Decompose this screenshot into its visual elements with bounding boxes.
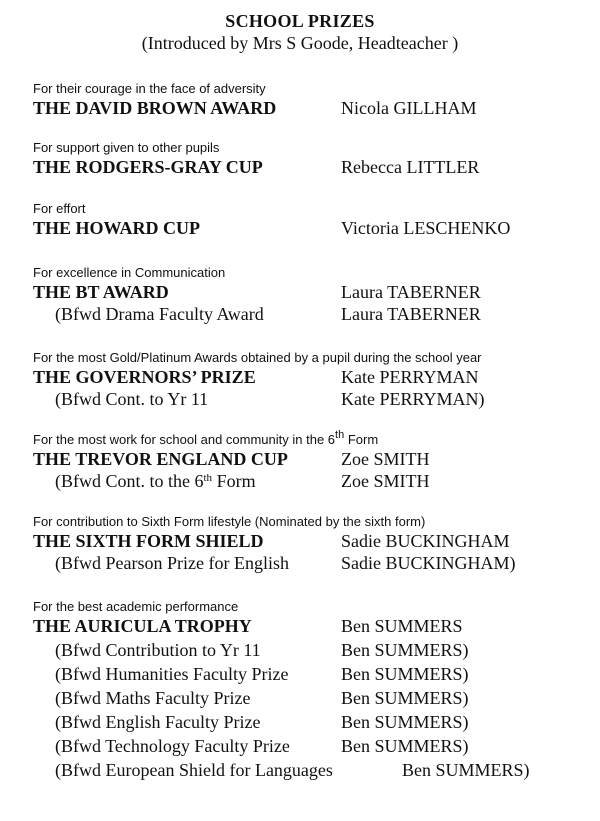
prize-description: For their courage in the face of adversity <box>33 81 266 96</box>
ordinal-suffix: th <box>203 472 213 484</box>
award-name: THE AURICULA TROPHY <box>33 616 252 636</box>
sub-award-label: (Bfwd Cont. to Yr 11 <box>55 389 209 409</box>
prize-description: For support given to other pupils <box>33 140 220 155</box>
sub-award-winner: Ben SUMMERS) <box>341 640 469 660</box>
award-winner: Ben SUMMERS <box>341 616 463 636</box>
sub-award-label: (Bfwd Humanities Faculty Prize <box>55 664 289 684</box>
award-name: THE SIXTH FORM SHIELD <box>33 531 264 551</box>
award-name: THE RODGERS-GRAY CUP <box>33 157 263 177</box>
prize-description-text: For the most work for school and community in the 6 <box>33 432 336 447</box>
prize-section-howard <box>33 200 593 239</box>
sub-award-label-text: Form <box>212 471 256 491</box>
sub-award-label: (Bfwd Technology Faculty Prize <box>55 736 290 756</box>
prize-section-sixth-form-shield <box>33 513 593 574</box>
sub-award-winner: Ben SUMMERS) <box>341 736 469 756</box>
sub-award-label-text: (Bfwd Cont. to the 6 <box>55 471 204 491</box>
sub-award-label: (Bfwd Pearson Prize for English <box>55 553 289 573</box>
prize-description: For effort <box>33 201 86 216</box>
award-winner: Nicola GILLHAM <box>341 98 477 118</box>
ordinal-suffix: th <box>335 429 345 441</box>
prize-section-trevor-england <box>33 431 593 492</box>
prize-description: For contribution to Sixth Form lifestyle (Nominated by the sixth form) <box>33 514 426 529</box>
prize-description <box>33 431 593 448</box>
sub-award-label: (Bfwd English Faculty Prize <box>55 712 261 732</box>
award-winner: Kate PERRYMAN <box>341 367 479 387</box>
sub-award-label: (Bfwd Contribution to Yr 11 <box>55 640 261 660</box>
sub-award-label: (Bfwd Drama Faculty Award <box>55 304 264 324</box>
sub-award-winner: Sadie BUCKINGHAM) <box>341 553 516 573</box>
sub-award-winner: Ben SUMMERS) <box>341 664 469 684</box>
prize-description: For the best academic performance <box>33 599 239 614</box>
sub-award-label: (Bfwd Maths Faculty Prize <box>55 688 251 708</box>
award-name: THE TREVOR ENGLAND CUP <box>33 449 288 469</box>
award-name: THE BT AWARD <box>33 282 169 302</box>
prize-section-auricula <box>33 598 593 783</box>
award-winner: Victoria LESCHENKO <box>341 218 511 238</box>
award-name: THE DAVID BROWN AWARD <box>33 98 277 118</box>
sub-award-winner: Kate PERRYMAN) <box>341 389 485 409</box>
award-name: THE GOVERNORS’ PRIZE <box>33 367 256 387</box>
document-subtitle: (Introduced by Mrs S Goode, Headteacher ) <box>141 33 459 53</box>
prize-description-text: Form <box>344 432 379 447</box>
prize-section-bt <box>33 264 593 325</box>
prize-section-rodgers-gray <box>33 139 593 178</box>
prize-description: For excellence in Communication <box>33 265 226 280</box>
award-winner: Sadie BUCKINGHAM <box>341 531 510 551</box>
award-winner: Zoe SMITH <box>341 449 430 469</box>
sub-award-winner: Ben SUMMERS) <box>341 712 469 732</box>
sub-award-winner: Ben SUMMERS) <box>341 688 469 708</box>
award-name: THE HOWARD CUP <box>33 218 201 238</box>
sub-award-winner: Zoe SMITH <box>341 471 430 491</box>
sub-award-winner: Laura TABERNER <box>341 304 481 324</box>
sub-award-winner: Ben SUMMERS) <box>402 760 530 780</box>
award-winner: Rebecca LITTLER <box>341 157 480 177</box>
sub-award-label <box>55 470 256 492</box>
sub-award-label: (Bfwd European Shield for Languages <box>55 760 333 780</box>
document-title: SCHOOL PRIZES <box>225 11 375 31</box>
prize-description: For the most Gold/Platinum Awards obtained by a pupil during the school year <box>33 350 482 365</box>
prize-section-governors <box>33 349 593 410</box>
award-winner: Laura TABERNER <box>341 282 481 302</box>
prize-section-david-brown <box>33 80 593 119</box>
